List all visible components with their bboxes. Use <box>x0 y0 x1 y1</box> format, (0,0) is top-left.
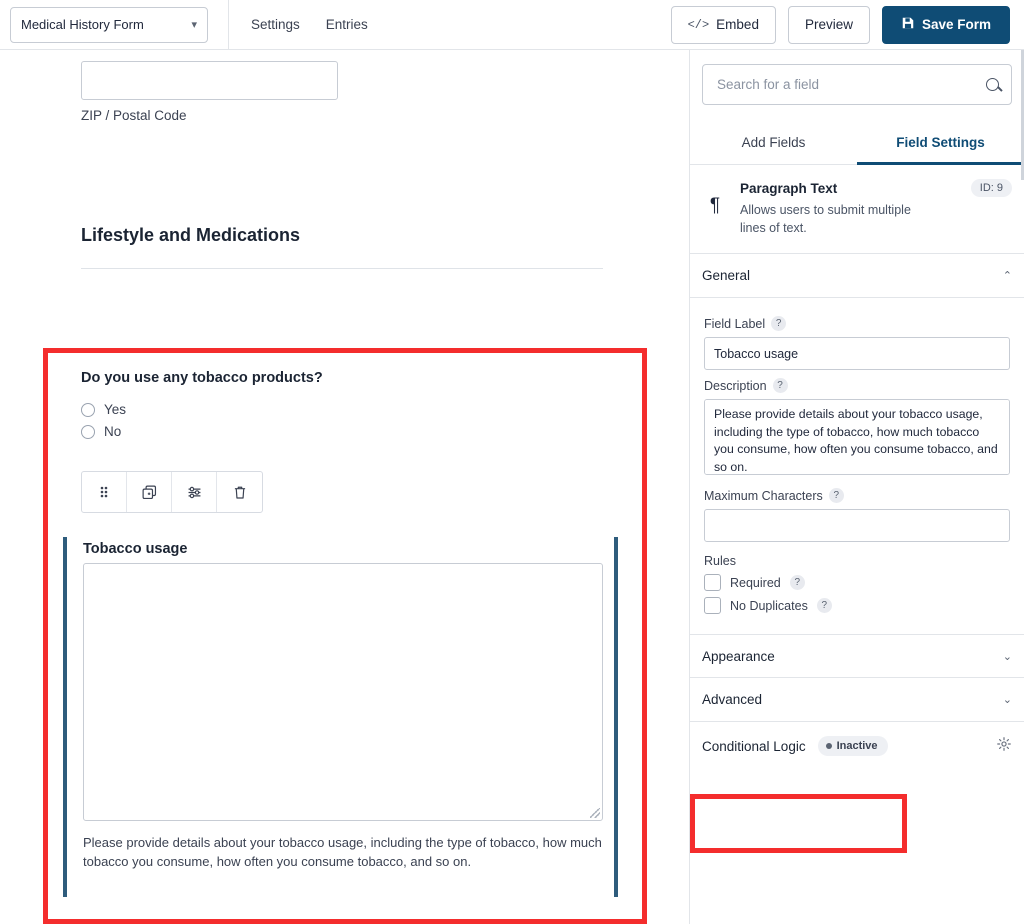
radio-option-no-label: No <box>104 424 122 439</box>
section-divider <box>81 268 603 269</box>
general-section-body <box>690 298 1024 634</box>
help-icon[interactable]: ? <box>773 378 788 393</box>
nav-item-entries[interactable]: Entries <box>325 17 368 32</box>
field-label-label <box>704 316 1010 331</box>
max-characters-input[interactable] <box>704 509 1010 542</box>
embed-label: Embed <box>716 17 759 32</box>
radio-circle-icon <box>81 403 95 417</box>
preview-button[interactable] <box>788 6 870 44</box>
save-icon <box>901 16 915 33</box>
conditional-logic-status-badge <box>818 736 888 756</box>
accordion-advanced-label: Advanced <box>702 692 763 708</box>
field-settings-icon[interactable] <box>172 472 217 512</box>
rule-no-duplicates-label: No Duplicates <box>730 598 808 613</box>
max-characters-label-text: Maximum Characters <box>704 488 823 503</box>
panel-tabs <box>690 125 1024 165</box>
field-settings-panel <box>690 50 1024 924</box>
resize-handle-icon[interactable] <box>590 808 600 818</box>
field-label-text: Field Label <box>704 316 766 331</box>
gear-icon[interactable] <box>996 736 1012 756</box>
zip-postal-code-input[interactable] <box>81 61 338 100</box>
radio-option-yes[interactable] <box>81 402 126 417</box>
tobacco-usage-field-description: Please provide details about your tobacco usage, including the type of tobacco, how much tobacco you consume, how often you consume tobacco, and so on. <box>83 835 602 869</box>
radio-option-yes-label: Yes <box>104 402 127 417</box>
status-dot-icon <box>826 743 832 749</box>
tab-field-settings[interactable]: Field Settings <box>857 125 1024 165</box>
top-nav <box>229 0 368 50</box>
accordion-general[interactable] <box>690 254 1024 298</box>
code-icon: </> <box>687 17 710 32</box>
rule-required[interactable] <box>704 574 1010 591</box>
zip-postal-code-label: ZIP / Postal Code <box>81 108 187 123</box>
radio-circle-icon <box>81 425 95 439</box>
section-heading: Lifestyle and Medications <box>81 225 301 245</box>
paragraph-pilcrow-icon: ¶ <box>709 195 721 216</box>
selected-field-indicator-left <box>63 537 67 897</box>
field-type-title: Paragraph Text <box>740 181 838 196</box>
duplicate-field-icon[interactable] <box>127 472 172 512</box>
description-label-text: Description <box>704 378 767 393</box>
description-textarea[interactable] <box>704 399 1010 475</box>
field-search-box[interactable] <box>702 64 1012 105</box>
accordion-appearance-label: Appearance <box>702 648 775 664</box>
checkbox-icon[interactable] <box>704 574 721 591</box>
rules-label: Rules <box>704 554 736 569</box>
chevron-down-icon: ⌄ <box>1002 694 1012 707</box>
accordion-appearance[interactable] <box>690 634 1024 678</box>
nav-item-settings[interactable]: Settings <box>251 17 300 32</box>
search-icon <box>986 78 999 91</box>
delete-field-icon[interactable] <box>217 472 262 512</box>
form-selector-value: Medical History Form <box>21 17 144 32</box>
field-type-description: Allows users to submit multiple lines of text. <box>740 203 911 236</box>
tobacco-usage-textarea[interactable] <box>83 563 603 821</box>
help-icon[interactable]: ? <box>771 316 786 331</box>
rule-required-label: Required <box>730 575 781 590</box>
top-actions <box>671 6 1024 44</box>
conditional-logic-status-text: Inactive <box>836 740 878 753</box>
tobacco-usage-field-label: Tobacco usage <box>83 541 188 557</box>
accordion-advanced[interactable] <box>690 678 1024 722</box>
form-canvas <box>0 50 690 924</box>
tobacco-question-label: Do you use any tobacco products? <box>81 370 323 386</box>
field-hover-toolbar <box>81 471 263 513</box>
help-icon[interactable]: ? <box>817 598 832 613</box>
embed-button[interactable] <box>671 6 776 44</box>
description-label <box>704 378 1010 393</box>
chevron-down-icon: ⌄ <box>1002 650 1012 663</box>
tab-add-fields[interactable]: Add Fields <box>741 135 806 150</box>
selected-field-indicator-right <box>614 537 618 897</box>
chevron-up-icon: ⌃ <box>1002 270 1012 283</box>
drag-handle-icon[interactable] <box>82 472 127 512</box>
top-toolbar <box>0 0 1024 50</box>
save-label: Save Form <box>921 17 991 32</box>
form-selector-dropdown[interactable] <box>10 7 208 43</box>
conditional-logic-label: Conditional Logic <box>702 738 806 754</box>
field-type-info <box>690 165 1024 254</box>
checkbox-icon[interactable] <box>704 597 721 614</box>
conditional-logic-row[interactable] <box>690 722 1024 770</box>
preview-label: Preview <box>804 17 853 32</box>
max-characters-label <box>704 488 1010 503</box>
field-id-badge: ID: 9 <box>971 179 1012 197</box>
save-form-button[interactable] <box>882 6 1010 44</box>
radio-option-no[interactable] <box>81 424 121 439</box>
accordion-general-label: General <box>702 268 751 284</box>
field-label-input[interactable] <box>704 337 1010 370</box>
search-input[interactable] <box>715 76 986 93</box>
help-icon[interactable]: ? <box>829 488 844 503</box>
chevron-down-icon: ▾ <box>191 19 197 31</box>
rule-no-duplicates[interactable] <box>704 597 1010 614</box>
help-icon[interactable]: ? <box>790 575 805 590</box>
